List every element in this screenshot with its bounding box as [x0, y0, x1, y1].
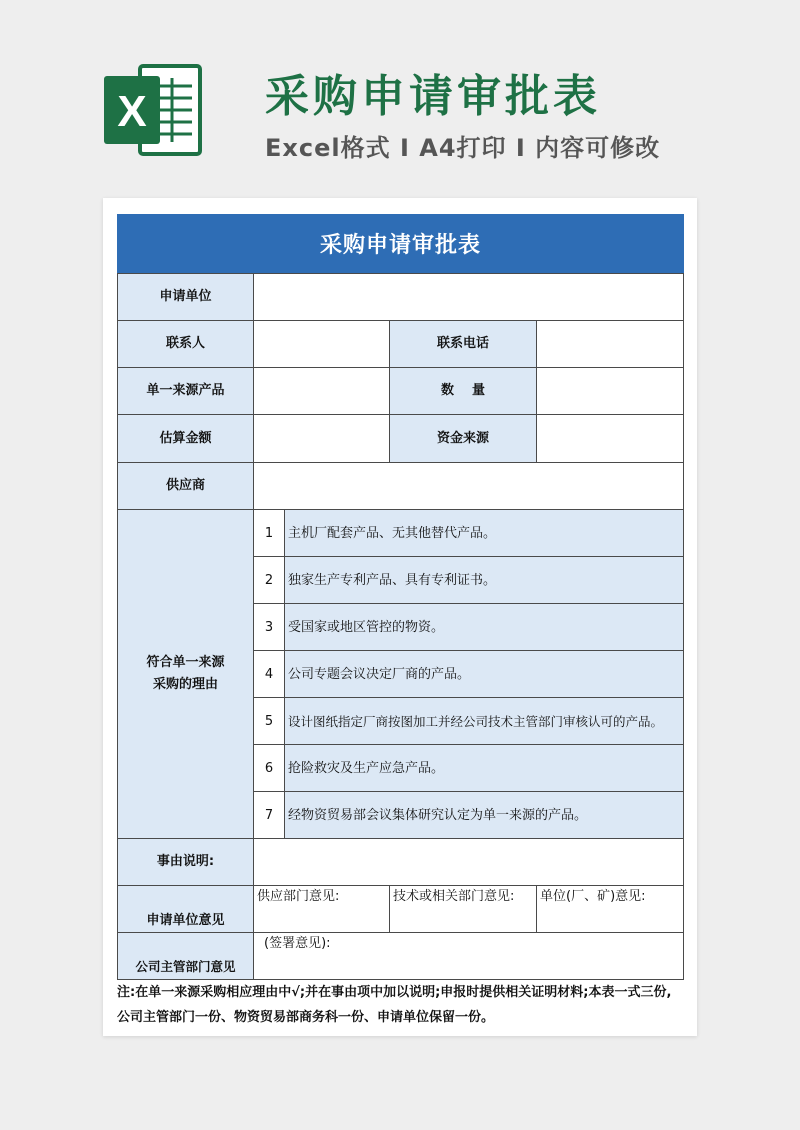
field-fund-source[interactable] — [536, 414, 684, 463]
label-fund-source: 资金来源 — [389, 414, 537, 463]
field-estimate[interactable] — [253, 414, 390, 463]
label-explanation: 事由说明: — [117, 838, 254, 886]
reason-text: 受国家或地区管控的物资。 — [284, 603, 684, 651]
label-quantity: 数 量 — [389, 367, 537, 415]
field-contact[interactable] — [253, 320, 390, 368]
form-title: 采购申请审批表 — [117, 214, 684, 273]
field-explanation[interactable] — [253, 838, 684, 886]
field-tech-dept-opinion[interactable] — [389, 885, 537, 933]
label-reasons-line1: 符合单一来源 — [146, 655, 225, 670]
label-estimate: 估算金额 — [117, 414, 254, 463]
promo-title: 采购申请审批表 — [265, 71, 601, 122]
label-unit-opinion: 申请单位意见 — [117, 885, 254, 933]
reason-number[interactable]: 1 — [253, 509, 285, 557]
field-applicant-unit[interactable] — [253, 273, 684, 321]
reason-text: 主机厂配套产品、无其他替代产品。 — [284, 509, 684, 557]
signature-opinion-label: (签署意见): — [264, 936, 331, 951]
reason-number[interactable]: 2 — [253, 556, 285, 604]
label-dept-opinion: 公司主管部门意见 — [117, 932, 254, 980]
field-supply-dept-opinion[interactable] — [253, 885, 390, 933]
label-reasons-line2: 采购的理由 — [152, 677, 218, 692]
label-reasons — [117, 509, 254, 839]
reason-number[interactable]: 3 — [253, 603, 285, 651]
field-quantity[interactable] — [536, 367, 684, 415]
field-product[interactable] — [253, 367, 390, 415]
supply-dept-opinion-label: 供应部门意见: — [257, 889, 340, 904]
label-supplier: 供应商 — [117, 462, 254, 510]
reason-text: 抢险救灾及生产应急产品。 — [284, 744, 684, 792]
label-product: 单一来源产品 — [117, 367, 254, 415]
label-phone: 联系电话 — [389, 320, 537, 368]
reason-number[interactable]: 5 — [253, 697, 285, 745]
label-applicant-unit: 申请单位 — [117, 273, 254, 321]
reason-number[interactable]: 7 — [253, 791, 285, 839]
excel-logo-icon — [104, 62, 204, 158]
reason-number[interactable]: 6 — [253, 744, 285, 792]
field-phone[interactable] — [536, 320, 684, 368]
field-dept-opinion[interactable] — [253, 932, 684, 980]
label-contact: 联系人 — [117, 320, 254, 368]
excel-logo-letter: X — [117, 87, 147, 136]
reason-number[interactable]: 4 — [253, 650, 285, 698]
reason-text: 公司专题会议决定厂商的产品。 — [284, 650, 684, 698]
reason-text: 设计图纸指定厂商按图加工并经公司技术主管部门审核认可的产品。 — [284, 697, 684, 745]
reason-text: 经物资贸易部会议集体研究认定为单一来源的产品。 — [284, 791, 684, 839]
field-supplier[interactable] — [253, 462, 684, 510]
promo-subtitle: Excel格式 I A4打印 I 内容可修改 — [265, 134, 661, 162]
reason-text: 独家生产专利产品、具有专利证书。 — [284, 556, 684, 604]
tech-dept-opinion-label: 技术或相关部门意见: — [393, 889, 515, 904]
form-note: 注:在单一来源采购相应理由中√;并在事由项中加以说明;申报时提供相关证明材料;本表一式三份,公司主管部门一份、物资贸易部商务科一份、申请单位保留一份。 — [117, 985, 672, 1025]
field-unit-factory-opinion[interactable] — [536, 885, 684, 933]
unit-factory-opinion-label: 单位(厂、矿)意见: — [540, 889, 646, 904]
